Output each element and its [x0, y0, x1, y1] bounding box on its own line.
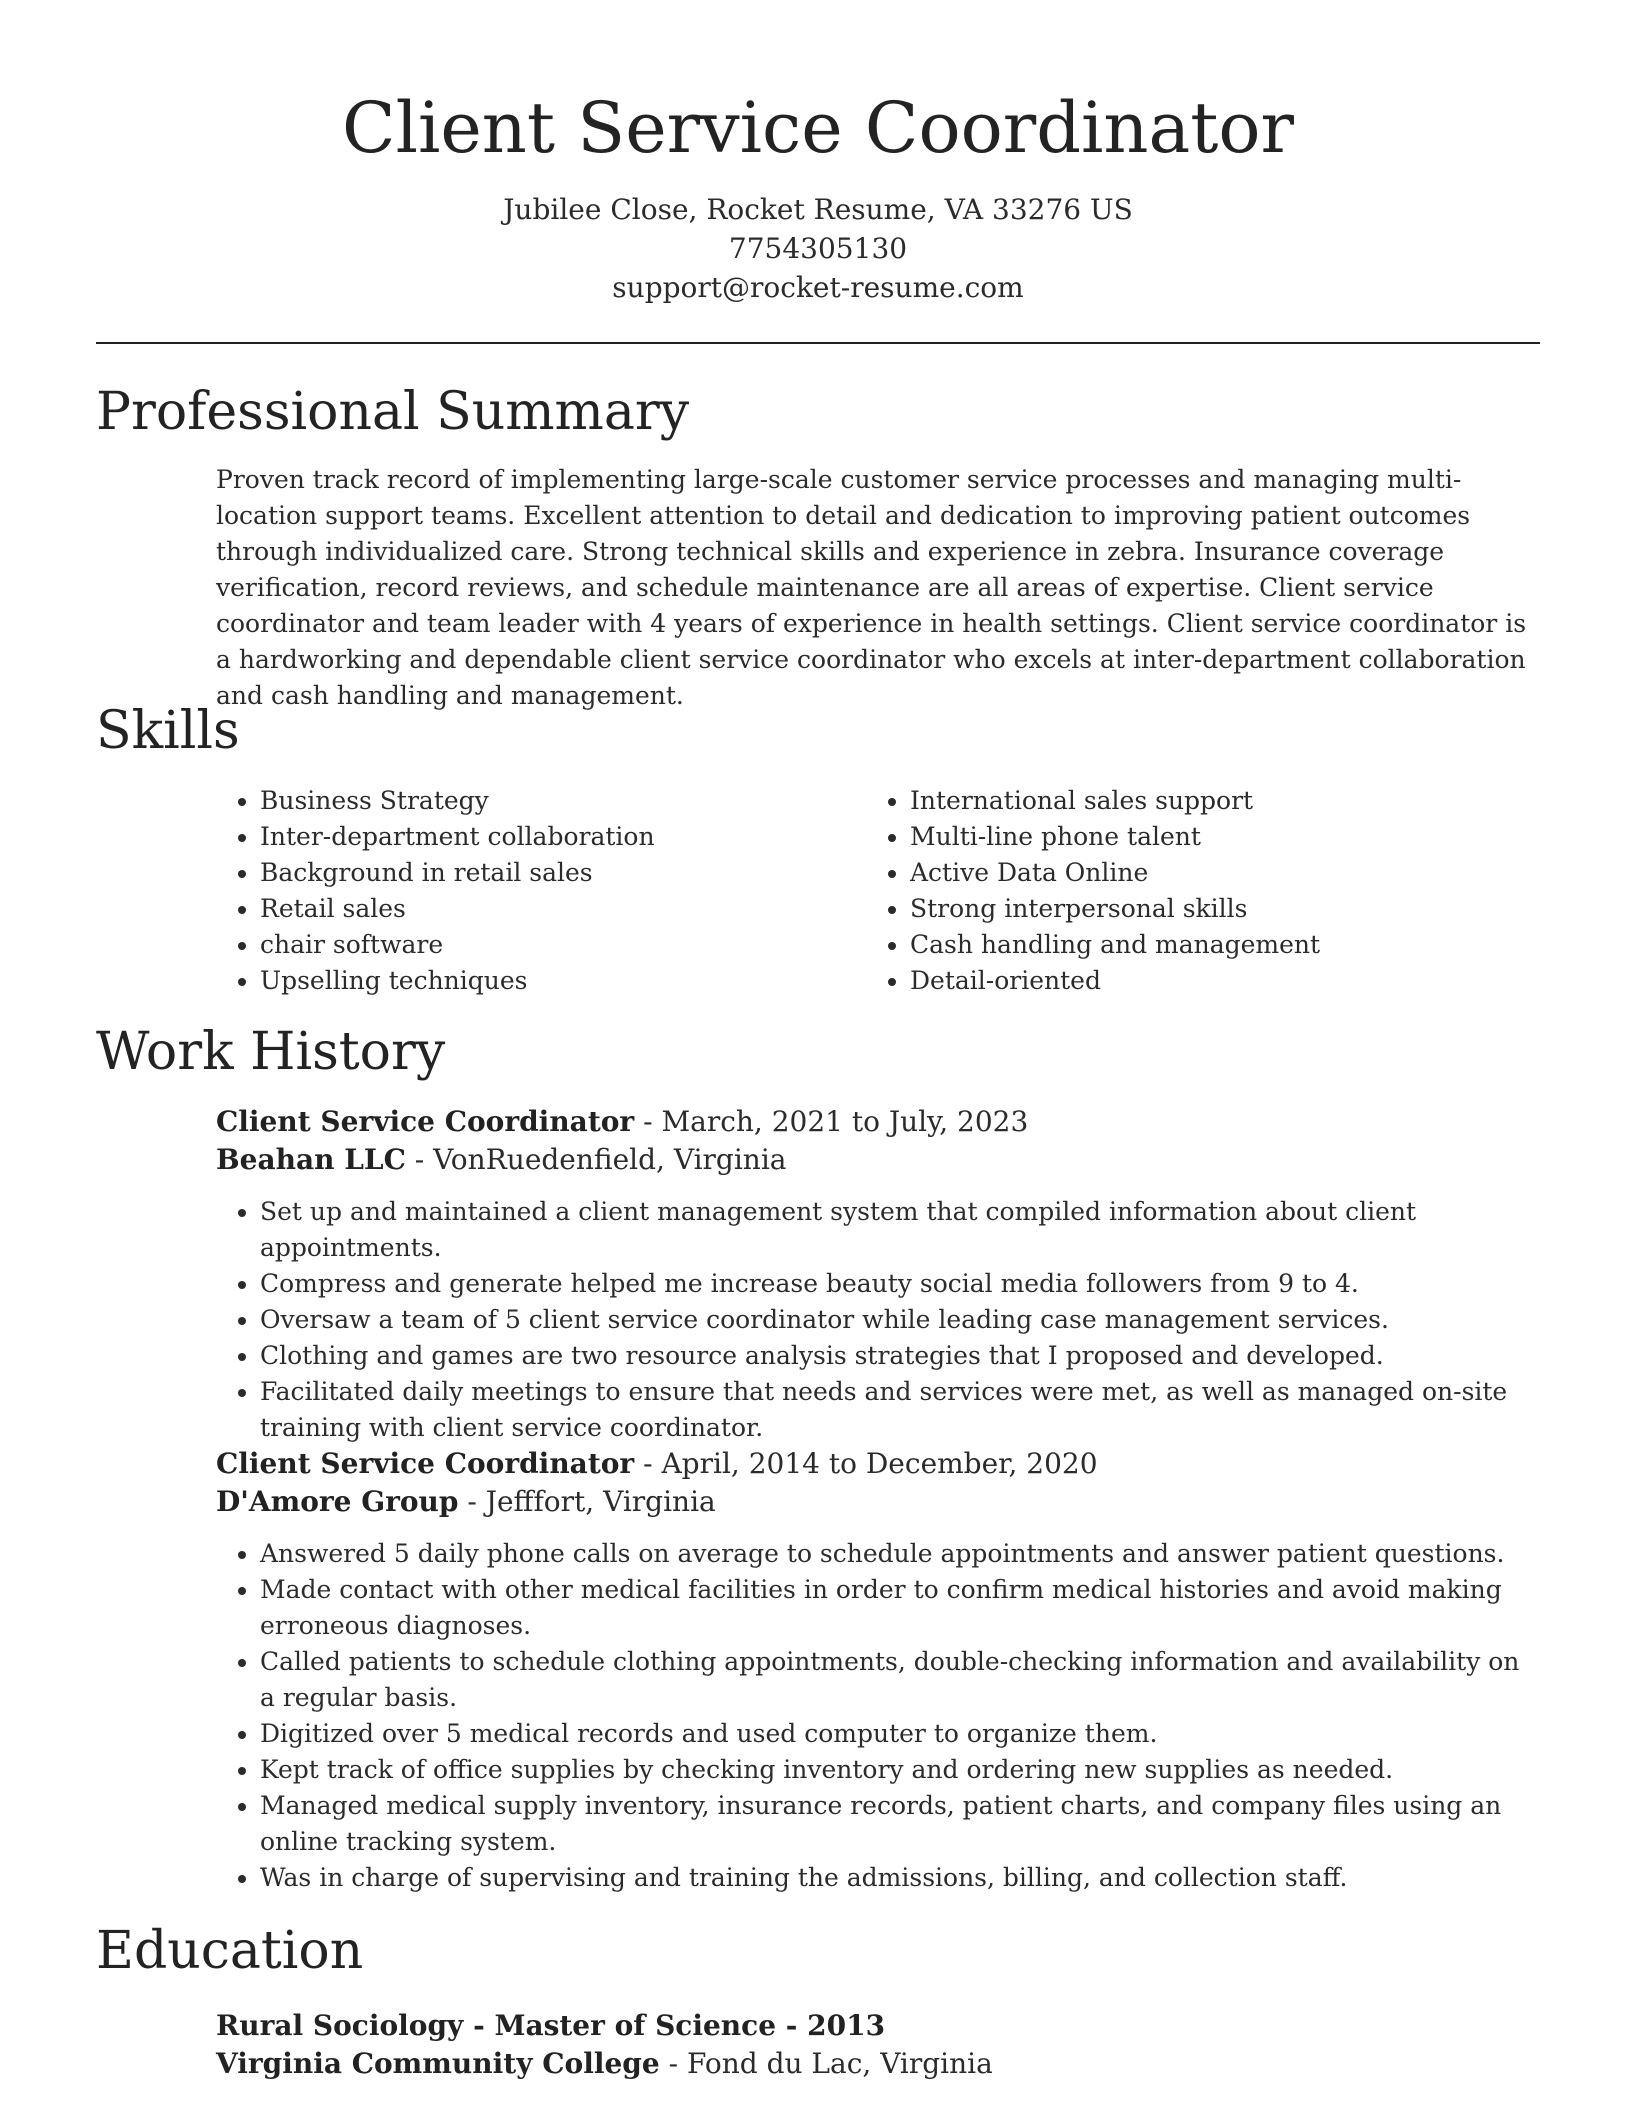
education-degree: Master of Science: [494, 2009, 777, 2042]
skill-item: • Strong interpersonal skills: [910, 891, 1580, 927]
duty-item: • Digitized over 5 medical records and used computer to organize them.: [260, 1716, 1540, 1752]
skills-column-left: [216, 783, 860, 999]
job-company-line: D'Amore Group - Jefffort, Virginia: [216, 1485, 716, 1518]
job-location: VonRuedenfield, Virginia: [433, 1143, 787, 1176]
job-location: Jefffort, Virginia: [485, 1485, 716, 1518]
phone: 7754305130: [728, 232, 908, 265]
job-entry: [216, 1103, 1540, 1446]
duty-item: • Kept track of office supplies by checking inventory and ordering new supplies as needed.: [260, 1752, 1540, 1788]
job-duties: [216, 1194, 1540, 1446]
skill-item: • Upselling techniques: [260, 963, 860, 999]
contact-info: [96, 190, 1540, 307]
duty-item: • Called patients to schedule clothing appointments, double-checking information and availability on a regular basis.: [260, 1644, 1540, 1716]
skill-item: • International sales support: [910, 783, 1580, 819]
school-name: Virginia Community College: [216, 2047, 660, 2080]
address: Jubilee Close, Rocket Resume, VA 33276 US: [503, 193, 1133, 226]
job-duties: [216, 1536, 1540, 1896]
job-entry: [216, 1445, 1540, 1896]
education-field: Rural Sociology: [216, 2009, 464, 2042]
summary-heading: Professional Summary: [96, 382, 690, 442]
skill-item: • Detail-oriented: [910, 963, 1580, 999]
education-year: 2013: [807, 2009, 886, 2042]
skill-item: • Retail sales: [260, 891, 860, 927]
summary-text: Proven track record of implementing large-scale customer service processes and managing multi-location support teams. Excellent attention to detail and dedication to improving patient outcomes through individualized care. Strong technical skills and experience in zebra. Insurance coverage verification, record reviews, and schedule maintenance are all areas of expertise. Client service coordinator and team leader with 4 years of experience in health settings. Client service coordinator is a hardworking and dependable client service coordinator who excels at inter-department collaboration and cash handling and management.: [216, 465, 1527, 710]
job-title: Client Service Coordinator: [216, 1105, 635, 1138]
skills-heading: Skills: [96, 701, 240, 761]
duty-item: • Set up and maintained a client management system that compiled information about client appointments.: [260, 1194, 1540, 1266]
education-heading: Education: [96, 1921, 364, 1981]
job-dates: April, 2014 to December, 2020: [661, 1447, 1098, 1480]
work-history-heading: Work History: [96, 1022, 446, 1082]
duty-item: • Clothing and games are two resource analysis strategies that I proposed and developed.: [260, 1338, 1540, 1374]
school-location: Fond du Lac, Virginia: [686, 2047, 993, 2080]
duty-item: • Compress and generate helped me increase beauty social media followers from 9 to 4.: [260, 1266, 1540, 1302]
duty-item: • Managed medical supply inventory, insurance records, patient charts, and company files using an online tracking system.: [260, 1788, 1540, 1860]
skill-item: • Active Data Online: [910, 855, 1580, 891]
skill-item: • chair software: [260, 927, 860, 963]
duty-item: • Made contact with other medical facilities in order to confirm medical histories and avoid making erroneous diagnoses.: [260, 1572, 1540, 1644]
duty-item: • Facilitated daily meetings to ensure that needs and services were met, as well as managed on-site training with client service coordinator.: [260, 1374, 1540, 1446]
email: support@rocket-resume.com: [612, 271, 1024, 304]
duty-item: • Oversaw a team of 5 client service coordinator while leading case management services.: [260, 1302, 1540, 1338]
skill-item: • Background in retail sales: [260, 855, 860, 891]
duty-item: • Was in charge of supervising and training the admissions, billing, and collection staff.: [260, 1860, 1540, 1896]
education-entry: [216, 2007, 1540, 2083]
candidate-name: Client Service Coordinator: [342, 87, 1294, 169]
header-divider: [96, 342, 1540, 344]
duty-item: • Answered 5 daily phone calls on average to schedule appointments and answer patient questions.: [260, 1536, 1540, 1572]
skill-item: • Business Strategy: [260, 783, 860, 819]
skill-item: • Inter-department collaboration: [260, 819, 860, 855]
job-company-line: Beahan LLC - VonRuedenfield, Virginia: [216, 1143, 787, 1176]
job-company: Beahan LLC: [216, 1143, 406, 1176]
job-dates: March, 2021 to July, 2023: [661, 1105, 1029, 1138]
job-title: Client Service Coordinator: [216, 1447, 635, 1480]
job-company: D'Amore Group: [216, 1485, 459, 1518]
degree-line: Rural Sociology - Master of Science - 2013: [216, 2009, 886, 2042]
skill-item: • Cash handling and management: [910, 927, 1580, 963]
school-line: Virginia Community College - Fond du Lac, Virginia: [216, 2047, 993, 2080]
skills-column-right: [866, 783, 1580, 999]
job-title-line: Client Service Coordinator - April, 2014 to December, 2020: [216, 1447, 1098, 1480]
skill-item: • Multi-line phone talent: [910, 819, 1580, 855]
resume-header: [96, 82, 1540, 307]
job-title-line: Client Service Coordinator - March, 2021 to July, 2023: [216, 1105, 1029, 1138]
